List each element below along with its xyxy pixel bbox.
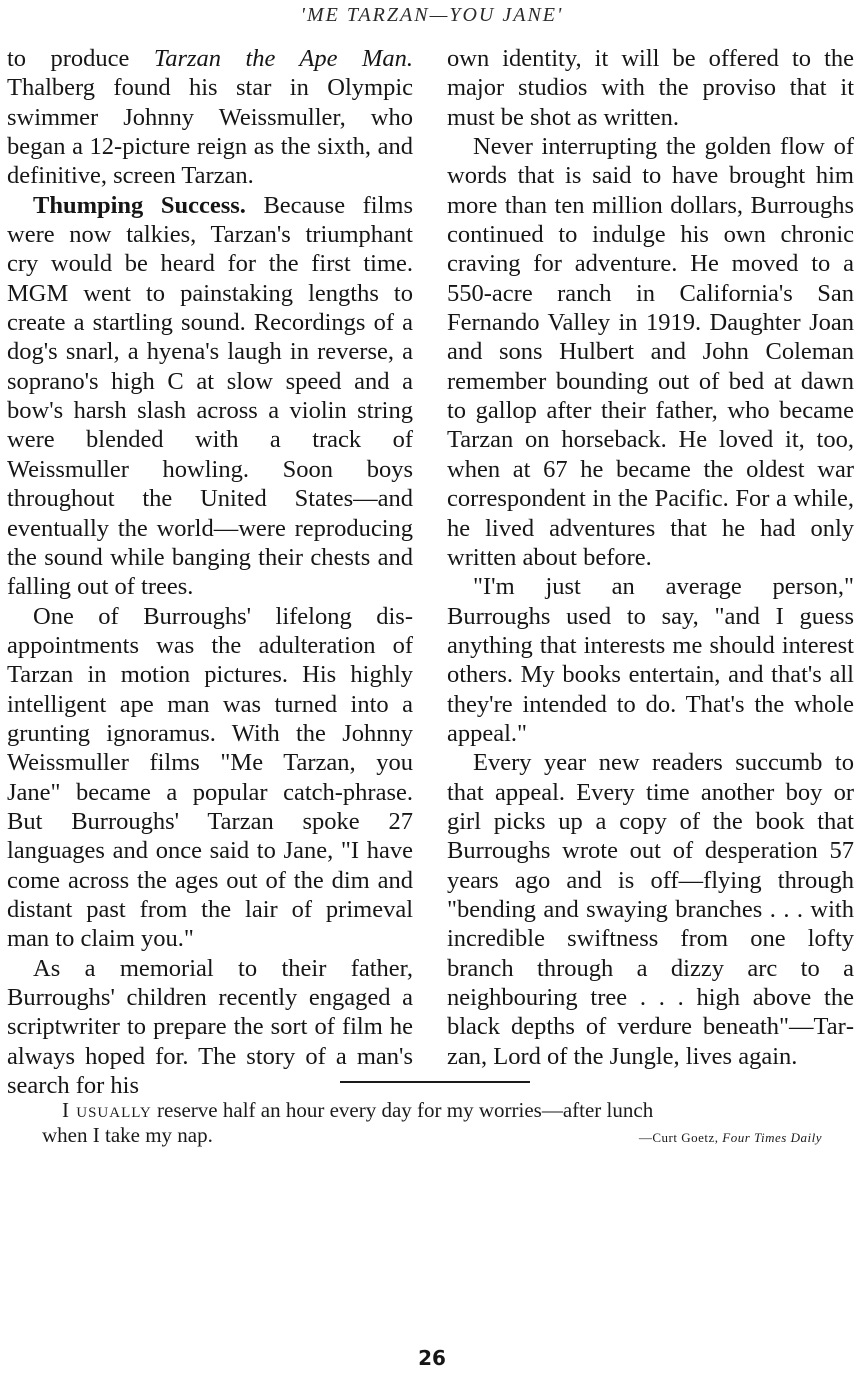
paragraph: One of Burroughs' lifelong disappointments was the adulteration of Tarzan in motion pictures. His highly intelligent ape man was turned into a grunting ignoramus. With the Johnny Weissmuller films "Me Tarzan, you Jane" became a popular catch-phrase. But Burroughs' Tarzan spoke 27 languages and once said to Jane, "I have come across the ages out of the dim and distant past from the lair of primeval man to claim you." bbox=[7, 602, 413, 953]
paragraph-text: Thalberg found his star in Olympic swimmer Johnny Weissmuller, who began a 12-picture reign as the sixth, and definitive, screen Tarzan. bbox=[7, 74, 413, 190]
paragraph-text: Because films were now talkies, Tarzan's triumphant cry would be heard for the first time. MGM went to painstaking lengths to create a startling sound. Recordings of a dog's snarl, a hyena's laugh in reverse, a soprano's high C at slow speed and a bow's harsh slash across a violin string were blended with a track of Weissmuller howling. Soon boys throughout the United States—and eventually the world—were reproducing the sound while banging their chests and falling out of trees. bbox=[7, 191, 413, 601]
filler-line-1 bbox=[42, 1098, 822, 1123]
film-title: Tarzan the Ape Man. bbox=[153, 45, 413, 72]
paragraph: "I'm just an average person," Burroughs used to say, "and I guess anything that interests me should interest others. My books entertain, and that's all they're intended to do. That's the whole appeal." bbox=[447, 573, 854, 747]
filler-line-2 bbox=[42, 1123, 822, 1150]
paragraph: Never interrupting the golden flow of words that is said to have brought him more than ten million dollars, Burroughs continued to indulge his own chronic craving for adventure. He moved to a 550-acre ranch in California's San Fernando Valley in 1919. Daughter Joan and sons Hulbert and John Coleman remember bounding out of bed at dawn to gallop after their father, who became Tarzan on horseback. He loved it, too, when at 67 he became the oldest war correspondent in the Pacific. For a while, he lived adventures that he had only written about before. bbox=[447, 133, 854, 571]
filler-text-2: when I take my nap. bbox=[42, 1123, 213, 1147]
paragraph: own identity, it will be offered to the major studios with the proviso that it must be shot as written. bbox=[447, 45, 854, 131]
right-column bbox=[447, 44, 854, 1071]
filler-quote bbox=[42, 1098, 822, 1150]
attribution-source: Four Times Daily bbox=[722, 1130, 822, 1145]
filler-lead-word: I usually bbox=[62, 1098, 152, 1122]
paragraph bbox=[7, 191, 413, 602]
paragraph-prefix: to produce bbox=[7, 45, 154, 72]
left-column bbox=[7, 44, 413, 1100]
paragraph bbox=[7, 44, 413, 191]
page-number: 26 bbox=[418, 1346, 446, 1370]
subhead-lead-in: Thumping Success. bbox=[33, 191, 246, 219]
paragraph: As a memorial to their father, Burroughs' children recently engaged a scriptwriter to prepare the sort of film he always hoped for. The story of a man's search for his bbox=[7, 954, 413, 1100]
paragraph: Every year new readers succumb to that appeal. Every time another boy or girl picks up a copy of the book that Burroughs wrote out of desperation 57 years ago and is off—flying through "bending and swaying branches . . . with incredible swiftness from one lofty branch through a dizzy arc to a neighbouring tree . . . high above the black depths of verdure beneath"—Tarzan, Lord of the Jungle, lives again. bbox=[447, 749, 854, 1070]
running-head: 'ME TARZAN—YOU JANE' bbox=[300, 4, 564, 26]
divider-rule bbox=[340, 1081, 530, 1083]
filler-attribution bbox=[639, 1125, 822, 1150]
attribution-author: —Curt Goetz, bbox=[638, 1130, 723, 1145]
filler-text-1: reserve half an hour every day for my worries—after lunch bbox=[151, 1098, 654, 1122]
